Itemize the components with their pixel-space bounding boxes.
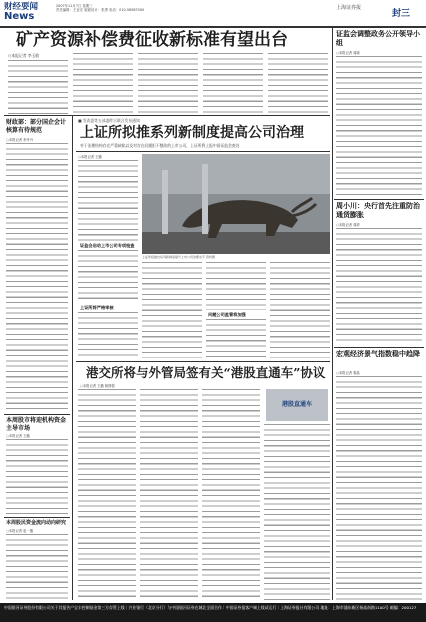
main-subhead-2: 上证所将严格审核 xyxy=(80,305,114,310)
left-story-1-byline: ○本报记者 李丹丹 xyxy=(6,138,34,142)
main-byline: ○本报记者 王璐 xyxy=(78,155,102,159)
bottom-text-col-2 xyxy=(140,389,198,600)
right-story-3-byline: ○本报记者 秦晶 xyxy=(336,371,360,375)
left-story-3-text xyxy=(6,534,68,600)
masthead-meta xyxy=(56,4,316,12)
lead-text-col-1 xyxy=(8,60,68,114)
right-story-2-headline: 周小川：央行首先注重防治通货膨胀 xyxy=(336,202,420,219)
right-story-1-byline: ○本报记者 周晓 xyxy=(336,51,360,55)
lead-bottom-rule xyxy=(4,115,330,116)
main-text-col-4 xyxy=(270,262,330,358)
left-story-3-byline: ○本报记者 赵一蕙 xyxy=(6,529,34,533)
lead-byline: ○本报记者 李玉敏 xyxy=(8,53,40,58)
masthead xyxy=(0,0,426,26)
bottom-text-col-3 xyxy=(202,389,260,600)
column-rule-left xyxy=(72,116,73,600)
right-divider-2 xyxy=(334,347,424,348)
left-story-1-text xyxy=(6,143,68,411)
main-headline: 上证所拟推系列新制度提高公司治理 xyxy=(80,125,304,141)
main-kicker: ■ 发改委等五部委昨日联合发布通知 xyxy=(78,118,140,123)
left-divider-1 xyxy=(4,414,70,415)
right-story-3-headline: 宏观经济景气指数稳中趋降 xyxy=(336,350,420,358)
section-name-en: News xyxy=(4,11,35,22)
paper-name: 上海证券报 xyxy=(336,5,362,11)
issue-label: 封三 xyxy=(392,9,411,19)
right-story-1-text xyxy=(336,56,422,196)
left-story-2-headline: 本周股市将迎机构资金主导市场 xyxy=(6,417,67,432)
main-text-col-3b xyxy=(206,319,266,358)
left-story-1-headline: 财政部：部分国企会计核算有待规范 xyxy=(6,119,67,134)
lead-text-col-4 xyxy=(203,53,263,114)
main-photo xyxy=(142,154,330,254)
photo-caption: 上证所将推出系列新制度提升上市公司治理水平 资料图 xyxy=(142,255,215,259)
masthead-date: 2007年11月7日 星期三 xyxy=(56,4,93,8)
bottom-photo-sign: 港股直通车 xyxy=(281,401,312,408)
bull-statue-image xyxy=(142,154,330,254)
section-logo xyxy=(4,3,52,23)
lead-text-col-2 xyxy=(73,53,133,114)
lead-text-col-5 xyxy=(268,53,328,114)
right-story-3-text xyxy=(336,376,422,600)
main-text-col-1a xyxy=(78,160,138,241)
main-subhead: 对于治理结构存在严重缺陷以及对存在问题拒不整改的上市公司，上证所将上报中国证监会查处 xyxy=(80,143,240,148)
lead-text-col-3 xyxy=(138,53,198,114)
bottom-text-col-1 xyxy=(78,389,136,600)
masthead-editors: 责任编辑：王亚宏 版面设计：张勇 电话：010-58987000 xyxy=(56,8,145,12)
section-name-cn: 财经要闻 xyxy=(4,2,39,12)
main-text-col-3a xyxy=(206,262,266,310)
left-story-2-text xyxy=(6,439,68,514)
main-text-col-2 xyxy=(142,262,202,358)
main-text-col-1b xyxy=(78,250,138,303)
main-bottom-rule xyxy=(76,361,330,362)
masthead-rule xyxy=(0,26,426,28)
main-subhead-rule xyxy=(76,151,330,152)
column-rule-right xyxy=(332,28,333,600)
right-story-2-text xyxy=(336,228,422,344)
main-text-col-1c xyxy=(78,312,138,358)
bottom-text-col-4 xyxy=(264,424,330,600)
bottom-photo xyxy=(266,389,328,421)
left-story-2-byline: ○本报记者 王璐 xyxy=(6,434,30,438)
right-story-2-byline: ○本报记者 周婷 xyxy=(336,223,360,227)
lead-headline: 矿产资源补偿费征收新标准有望出台 xyxy=(16,30,288,50)
right-divider-1 xyxy=(334,199,424,200)
main-subhead-1: 证监会启动上市公司专项检查 xyxy=(80,243,135,248)
bottom-byline: ○本报记者 王璐 薛国强 xyxy=(80,384,115,388)
bottom-ticker: 中国银河证券股份有限公司关于其报告户宝丰控制基金第三方存管上线｜兴业银行（北京分行）与中国银河证券在城北全面合作｜中国证券报客户端上线试运行｜上海证券报社有限公司 地址：上海市浦东新区杨高南路1100号 邮编：200127 xyxy=(0,603,426,622)
main-subhead-3: 问题公司监管将加强 xyxy=(208,312,246,317)
left-story-3-headline: 本周股民资金流向动向研究 xyxy=(6,520,67,526)
left-divider-2 xyxy=(4,517,70,518)
right-story-1-headline: 证监会调整政务公开领导小组 xyxy=(336,30,420,47)
bottom-headline: 港交所将与外管局签有关“港股直通车”协议 xyxy=(86,365,326,380)
